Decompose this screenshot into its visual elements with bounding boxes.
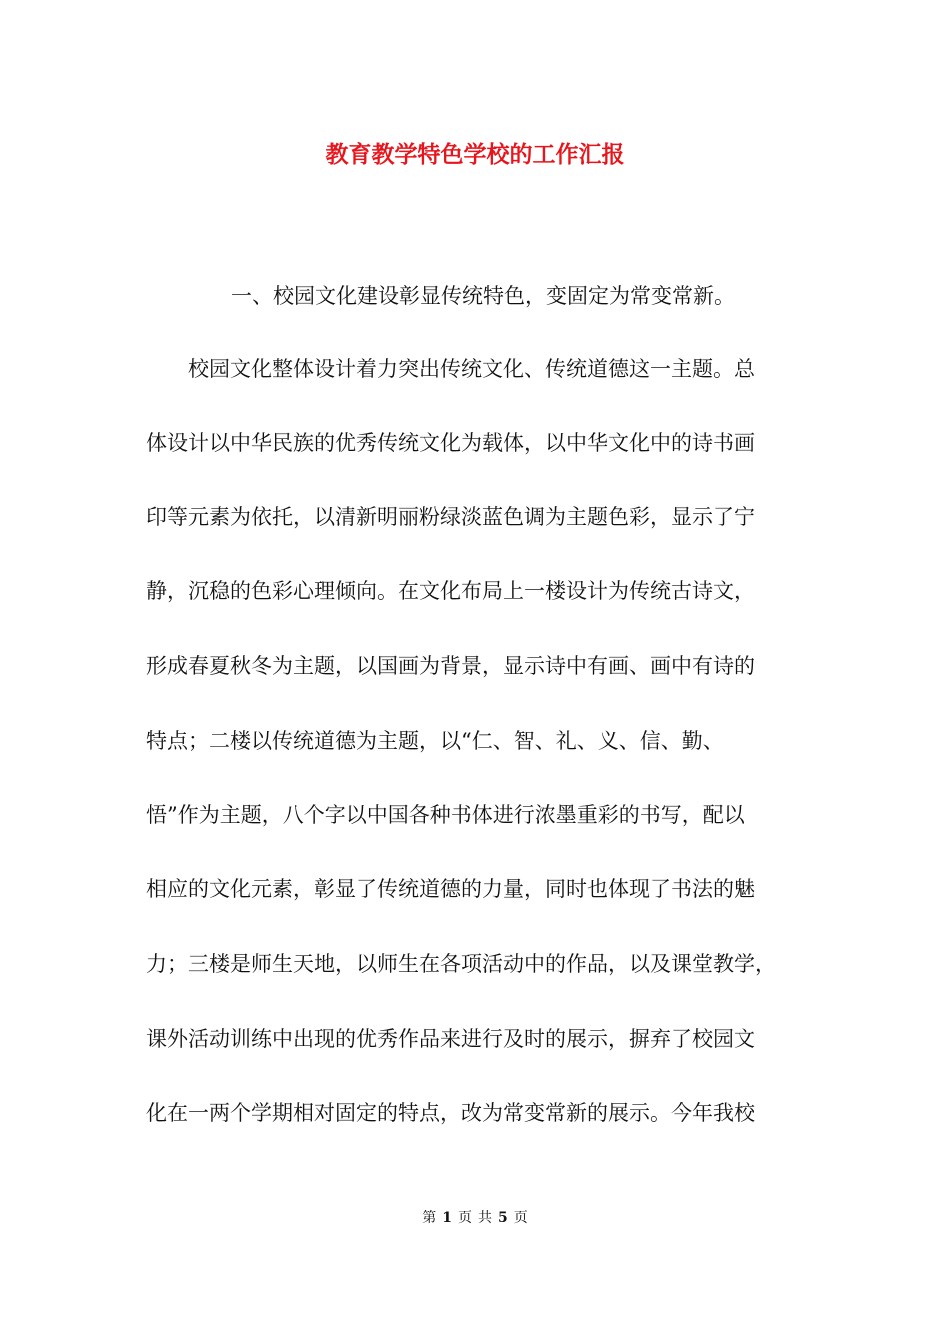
paragraph-line: 形成春夏秋冬为主题，以国画为背景，显示诗中有画、画中有诗的 bbox=[146, 654, 755, 678]
document-title: 教育教学特色学校的工作汇报 bbox=[325, 141, 625, 168]
footer-page-word: 页 bbox=[458, 1210, 472, 1226]
current-page-number: 1 bbox=[442, 1210, 452, 1226]
paragraph-line: 化在一两个学期相对固定的特点，改为常变常新的展示。今年我校 bbox=[146, 1101, 755, 1125]
section-heading: 一、校园文化建设彰显传统特色，变固定为常变常新。 bbox=[231, 284, 735, 308]
footer-total-word: 共 bbox=[478, 1210, 492, 1226]
paragraph-line: 特点；二楼以传统道德为主题，以“仁、智、礼、义、信、勤、 bbox=[146, 729, 724, 753]
paragraph-line: 相应的文化元素，彰显了传统道德的力量，同时也体现了书法的魅 bbox=[146, 877, 755, 901]
footer-prefix: 第 bbox=[422, 1210, 437, 1226]
paragraph-line: 体设计以中华民族的优秀传统文化为载体，以中华文化中的诗书画 bbox=[146, 431, 755, 455]
paragraph-line: 悟”作为主题，八个字以中国各种书体进行浓墨重彩的书写，配以 bbox=[146, 803, 745, 827]
paragraph-line: 静，沉稳的色彩心理倾向。在文化布局上一楼设计为传统古诗文， bbox=[146, 579, 755, 603]
paragraph-line: 印等元素为依托，以清新明丽粉绿淡蓝色调为主题色彩，显示了宁 bbox=[146, 505, 755, 529]
footer-suffix: 页 bbox=[513, 1210, 528, 1226]
paragraph-line: 力；三楼是师生天地，以师生在各项活动中的作品，以及课堂教学， bbox=[146, 952, 776, 976]
total-page-number: 5 bbox=[498, 1210, 508, 1226]
page-footer bbox=[0, 1207, 950, 1229]
paragraph-line: 课外活动训练中出现的优秀作品来进行及时的展示，摒弃了校园文 bbox=[146, 1027, 755, 1051]
paragraph-line: 校园文化整体设计着力突出传统文化、传统道德这一主题。总 bbox=[188, 357, 755, 381]
